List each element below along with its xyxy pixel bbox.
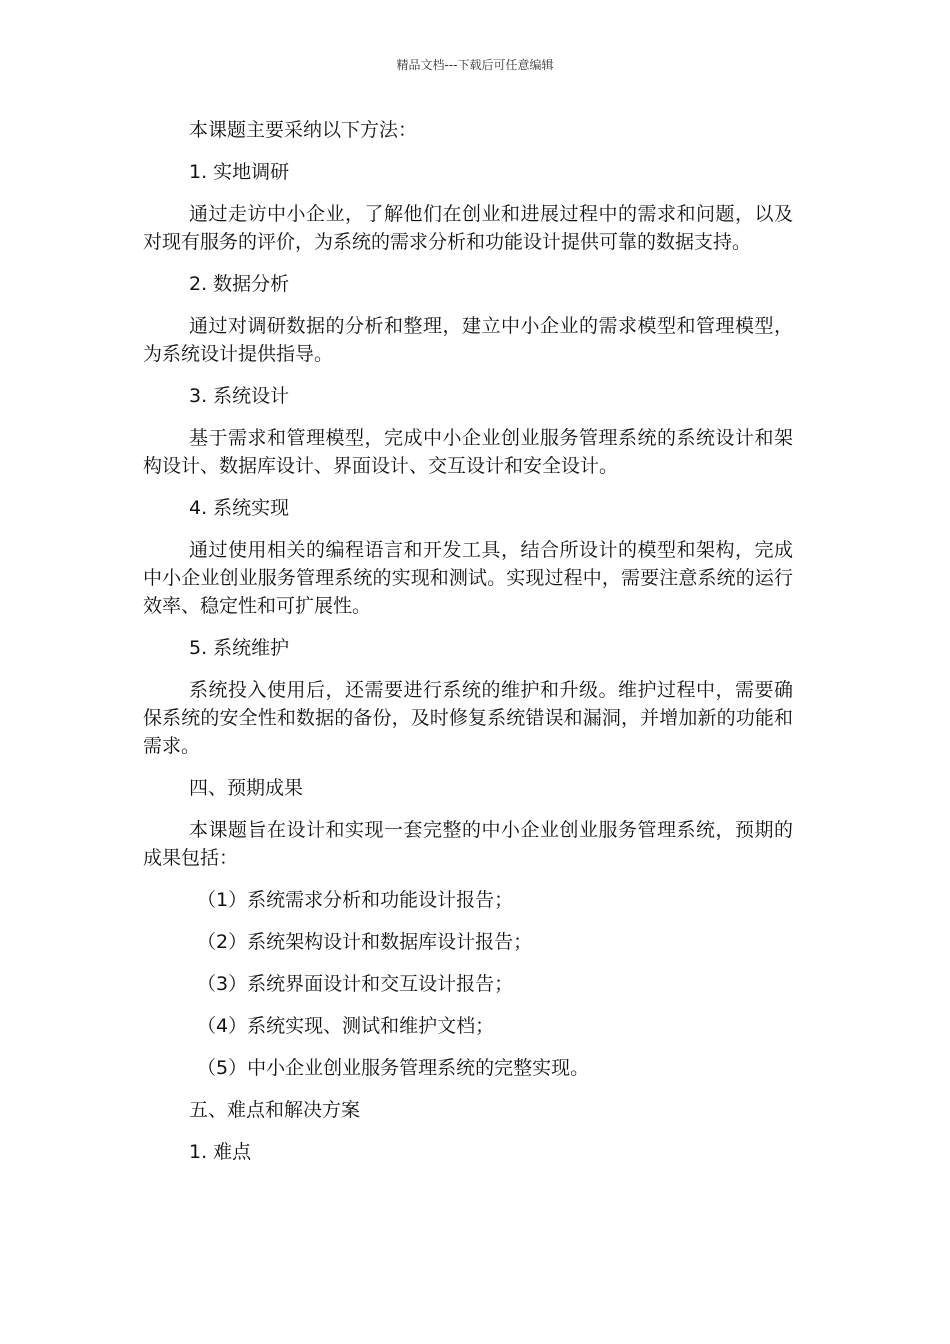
method-2-paragraph: 通过对调研数据的分析和整理，建立中小企业的需求模型和管理模型，为系统设计提供指导。 (143, 315, 793, 365)
method-3-title: 3. 系统设计 (189, 385, 290, 407)
result-item: （1）系统需求分析和功能设计报告； (197, 889, 514, 911)
method-5-paragraph: 系统投入使用后，还需要进行系统的维护和升级。维护过程中，需要确保系统的安全性和数据的备份，及时修复系统错误和漏洞，并增加新的功能和需求。 (143, 679, 793, 757)
section-5-title: 五、难点和解决方案 (189, 1099, 361, 1121)
page-header: 精品文档---下载后可任意编辑 (396, 58, 554, 72)
method-4-paragraph: 通过使用相关的编程语言和开发工具，结合所设计的模型和架构，完成中小企业创业服务管理系统的实现和测试。实现过程中，需要注意系统的运行效率、稳定性和可扩展性。 (143, 539, 793, 617)
intro-paragraph: 本课题主要采纳以下方法： (189, 119, 418, 141)
section-4-paragraph: 本课题旨在设计和实现一套完整的中小企业创业服务管理系统，预期的成果包括： (143, 819, 793, 869)
method-3-paragraph: 基于需求和管理模型，完成中小企业创业服务管理系统的系统设计和架构设计、数据库设计、界面设计、交互设计和安全设计。 (143, 427, 793, 477)
method-2-title: 2. 数据分析 (189, 273, 290, 295)
method-1-title: 1. 实地调研 (189, 161, 290, 183)
result-item: （3）系统界面设计和交互设计报告； (197, 973, 514, 995)
section-4-title: 四、预期成果 (189, 777, 304, 799)
result-item: （2）系统架构设计和数据库设计报告； (197, 931, 533, 953)
method-4-title: 4. 系统实现 (189, 497, 290, 519)
document-body (143, 116, 793, 1180)
result-item: （5）中小企业创业服务管理系统的完整实现。 (197, 1057, 590, 1079)
section-5-subtitle: 1. 难点 (189, 1141, 252, 1163)
result-item: （4）系统实现、测试和维护文档； (197, 1015, 495, 1037)
method-5-title: 5. 系统维护 (189, 637, 290, 659)
method-1-paragraph: 通过走访中小企业，了解他们在创业和进展过程中的需求和问题，以及对现有服务的评价，为系统的需求分析和功能设计提供可靠的数据支持。 (143, 203, 793, 253)
